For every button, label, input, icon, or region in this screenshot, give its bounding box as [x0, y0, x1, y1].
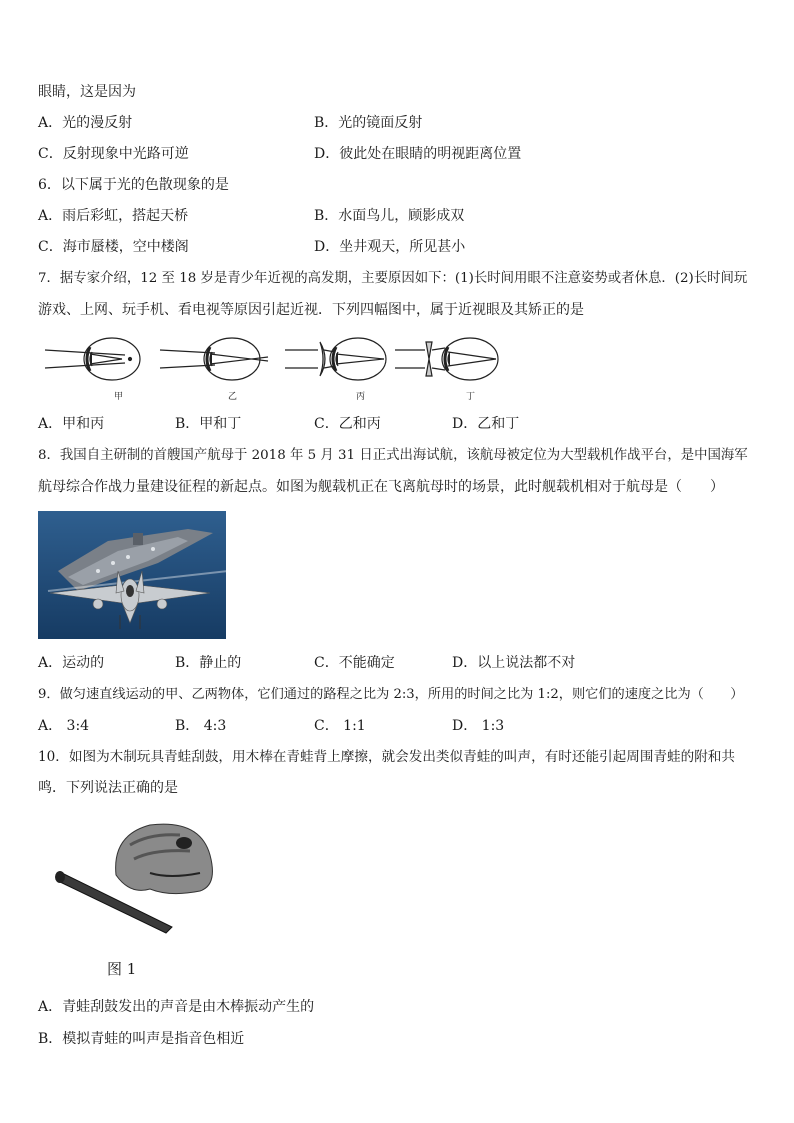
aircraft-carrier-photo — [38, 511, 226, 639]
question-10-line-1: 10．如图为木制玩具青蛙刮鼓，用木棒在青蛙背上摩擦，就会发出类似青蛙的叫声，有时还能引起周围青蛙的附和共 — [38, 749, 735, 765]
q8-option-d: D．以上说法都不对 — [452, 655, 576, 671]
q6-option-a: A．雨后彩虹，搭起天桥 — [38, 208, 189, 224]
question-9: 9．做匀速直线运动的甲、乙两物体，它们通过的路程之比为 2:3，所用的时间之比为 1:2，则它们的速度之比为（ ） — [38, 687, 744, 702]
q9-option-d: D． 1:3 — [452, 718, 505, 734]
eye-diagram-ding — [395, 338, 498, 380]
question-8-line-2: 航母综合作战力量建设征程的新起点。如图为舰载机正在飞离航母时的场景，此时舰载机相对于航母是（ ） — [38, 479, 724, 495]
wooden-frog-figure — [50, 815, 230, 945]
q8-option-b: B．静止的 — [175, 655, 242, 671]
eye-label-ding: 丁 — [466, 392, 476, 402]
q5-option-d: D．彼此处在眼睛的明视距离位置 — [314, 146, 522, 162]
eye-diagrams-figure — [40, 330, 510, 402]
question-7-line-1: 7．据专家介绍，12 至 18 岁是青少年近视的高发期，主要原因如下：(1)长时间用眼不注意姿势或者休息．(2)长时间玩 — [38, 271, 748, 286]
q5-option-c: C．反射现象中光路可逆 — [38, 146, 189, 162]
q5-option-a: A．光的漫反射 — [38, 115, 133, 131]
question-10-line-2: 鸣．下列说法正确的是 — [38, 780, 178, 796]
eye-diagram-yi — [160, 338, 268, 380]
q9-option-a: A． 3:4 — [38, 718, 90, 734]
text-line: 眼睛，这是因为 — [38, 84, 136, 100]
q10-option-b: B．模拟青蛙的叫声是指音色相近 — [38, 1031, 245, 1047]
q6-option-c: C．海市蜃楼，空中楼阁 — [38, 239, 189, 255]
eye-diagram-bing — [285, 338, 386, 380]
q8-option-c: C．不能确定 — [314, 655, 395, 671]
q6-option-b: B．水面鸟儿，顾影成双 — [314, 208, 465, 224]
question-8-line-1: 8．我国自主研制的首艘国产航母于 2018 年 5 月 31 日正式出海试航，该航母被定位为大型载机作战平台，是中国海军 — [38, 448, 748, 463]
q9-option-b: B． 4:3 — [175, 718, 227, 734]
q7-option-b: B．甲和丁 — [175, 416, 242, 432]
eye-label-yi: 乙 — [228, 392, 238, 402]
eye-diagram-jia — [45, 338, 140, 380]
q8-option-a: A．运动的 — [38, 655, 105, 671]
q9-option-c: C． 1:1 — [314, 718, 366, 734]
q7-option-c: C．乙和丙 — [314, 416, 381, 432]
q10-option-a: A．青蛙刮鼓发出的声音是由木棒振动产生的 — [38, 999, 315, 1015]
q7-option-a: A．甲和丙 — [38, 416, 105, 432]
q5-option-b: B．光的镜面反射 — [314, 115, 423, 131]
eye-label-bing: 丙 — [356, 392, 366, 402]
eye-label-jia: 甲 — [114, 392, 124, 402]
figure-caption: 图 1 — [107, 960, 137, 978]
q6-option-d: D．坐井观天，所见甚小 — [314, 239, 466, 255]
question-7-line-2: 游戏、上网、玩手机、看电视等原因引起近视．下列四幅图中，属于近视眼及其矫正的是 — [38, 302, 584, 318]
q7-option-d: D．乙和丁 — [452, 416, 520, 432]
question-6: 6．以下属于光的色散现象的是 — [38, 177, 229, 193]
